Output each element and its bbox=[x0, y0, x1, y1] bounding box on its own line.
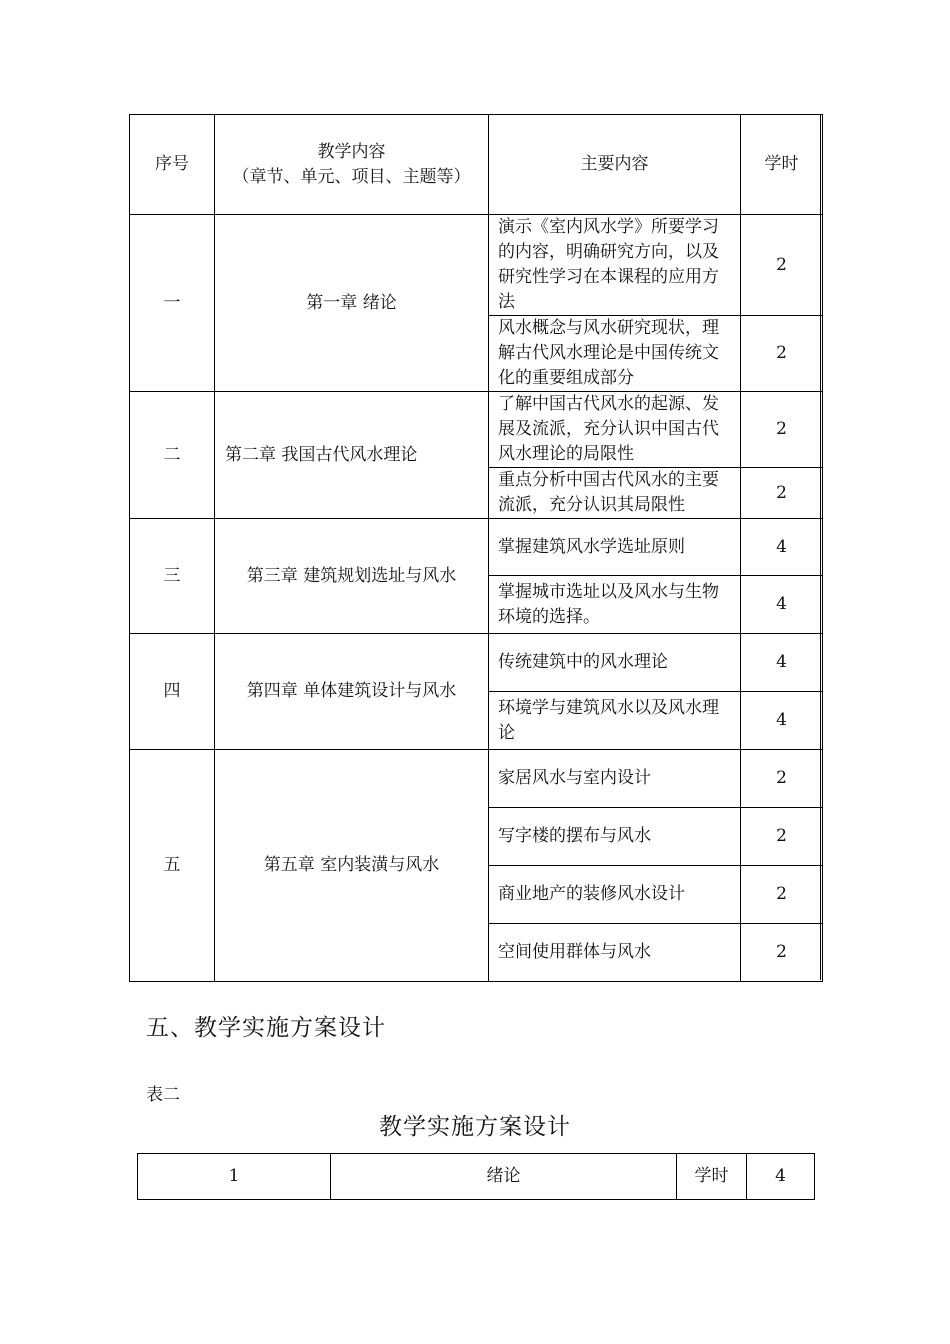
main-content-cell: 了解中国古代风水的起源、发展及流派，充分认识中国古代风水理论的局限性 bbox=[489, 392, 741, 468]
table-row bbox=[130, 634, 823, 692]
table-title: 教学实施方案设计 bbox=[379, 1114, 571, 1140]
hours-cell: 4 bbox=[741, 519, 823, 576]
chapter-seq: 四 bbox=[130, 634, 215, 750]
hours-value-cell: 4 bbox=[747, 1154, 815, 1200]
course-content-table bbox=[129, 114, 823, 982]
main-content-cell: 演示《室内风水学》所要学习的内容，明确研究方向，以及研究性学习在本课程的应用方法 bbox=[489, 215, 741, 316]
hours-cell: 2 bbox=[741, 316, 823, 392]
hours-cell: 4 bbox=[741, 692, 823, 750]
hours-cell: 2 bbox=[741, 392, 823, 468]
table-row bbox=[130, 519, 823, 576]
hours-cell: 4 bbox=[741, 634, 823, 692]
main-content-cell: 写字楼的摆布与风水 bbox=[489, 808, 741, 866]
hours-cell: 4 bbox=[741, 576, 823, 634]
header-teaching-content bbox=[215, 115, 489, 215]
hours-label-cell: 学时 bbox=[677, 1154, 747, 1200]
chapter-seq: 二 bbox=[130, 392, 215, 519]
hours-cell: 2 bbox=[741, 215, 823, 316]
main-content-cell: 空间使用群体与风水 bbox=[489, 924, 741, 982]
chapter-seq: 一 bbox=[130, 215, 215, 392]
header-teaching-content-line2: （章节、单元、项目、主题等） bbox=[232, 166, 471, 187]
table-row bbox=[130, 750, 823, 808]
lesson-number-cell: 1 bbox=[138, 1154, 331, 1200]
chapter-title: 第一章 绪论 bbox=[215, 215, 489, 392]
table-label: 表二 bbox=[146, 1085, 180, 1105]
implementation-plan-table bbox=[137, 1153, 815, 1200]
hours-cell: 2 bbox=[741, 866, 823, 924]
hours-cell: 2 bbox=[741, 750, 823, 808]
table-row bbox=[138, 1154, 815, 1200]
main-content-cell: 传统建筑中的风水理论 bbox=[489, 634, 741, 692]
chapter-title: 第四章 单体建筑设计与风水 bbox=[215, 634, 489, 750]
header-hours: 学时 bbox=[741, 115, 823, 215]
lesson-topic-cell: 绪论 bbox=[331, 1154, 677, 1200]
main-content-cell: 掌握城市选址以及风水与生物环境的选择。 bbox=[489, 576, 741, 634]
table-row bbox=[130, 392, 823, 468]
header-seq: 序号 bbox=[130, 115, 215, 215]
chapter-title: 第五章 室内装潢与风水 bbox=[215, 750, 489, 982]
table-header-row bbox=[130, 115, 823, 215]
table-right-double-rule bbox=[820, 114, 821, 980]
hours-cell: 2 bbox=[741, 468, 823, 519]
chapter-title: 第三章 建筑规划选址与风水 bbox=[215, 519, 489, 634]
main-content-cell: 家居风水与室内设计 bbox=[489, 750, 741, 808]
section-heading: 五、教学实施方案设计 bbox=[146, 1015, 386, 1041]
chapter-seq: 三 bbox=[130, 519, 215, 634]
chapter-title: 第二章 我国古代风水理论 bbox=[215, 392, 489, 519]
chapter-seq: 五 bbox=[130, 750, 215, 982]
main-content-cell: 掌握建筑风水学选址原则 bbox=[489, 519, 741, 576]
table-row bbox=[130, 215, 823, 316]
main-content-cell: 商业地产的装修风水设计 bbox=[489, 866, 741, 924]
main-content-cell: 风水概念与风水研究现状，理解古代风水理论是中国传统文化的重要组成部分 bbox=[489, 316, 741, 392]
main-content-cell: 环境学与建筑风水以及风水理论 bbox=[489, 692, 741, 750]
header-teaching-content-line1: 教学内容 bbox=[317, 141, 386, 162]
main-content-cell: 重点分析中国古代风水的主要流派，充分认识其局限性 bbox=[489, 468, 741, 519]
header-main-content: 主要内容 bbox=[489, 115, 741, 215]
hours-cell: 2 bbox=[741, 924, 823, 982]
hours-cell: 2 bbox=[741, 808, 823, 866]
